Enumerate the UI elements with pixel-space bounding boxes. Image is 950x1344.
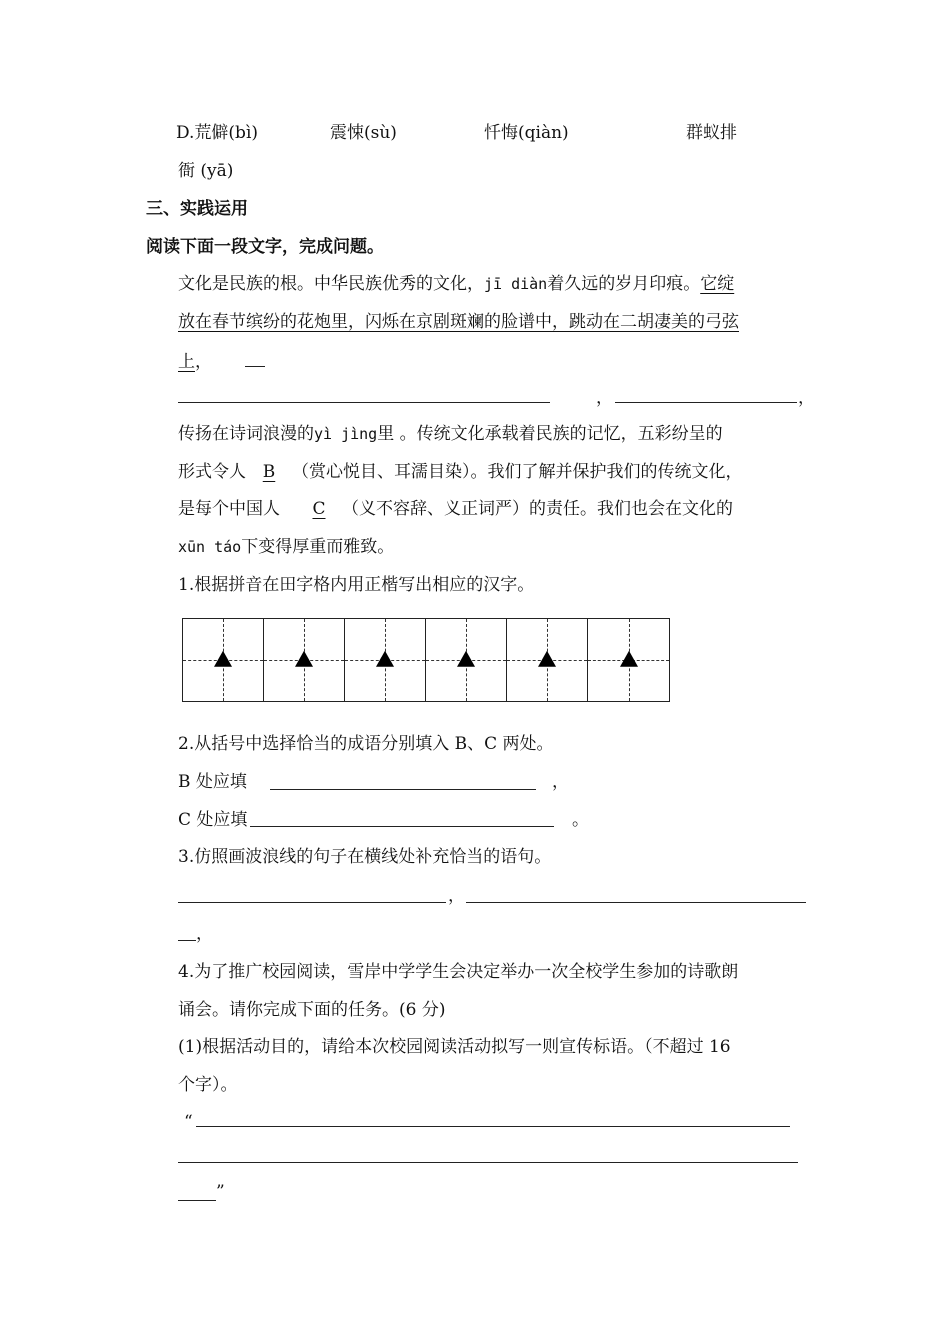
passage-line-5 [178,422,723,446]
comma: ， [798,388,815,408]
sub-question-1: (1)根据活动目的，请给本次校园阅读活动拟写一则宣传标语。（不超过 16 [178,1037,731,1057]
wavy-sentence: 上 [178,352,195,372]
passage-line-3 [178,348,265,374]
tianzige-cell[interactable] [345,619,426,701]
blank-c[interactable]: C [312,499,326,519]
passage-text: （赏心悦目、耳濡目染）。我们了解并保护我们的传统文化， [292,462,743,482]
passage-line-1 [178,272,734,296]
b-answer-line[interactable] [270,789,536,790]
open-quote: “ [184,1112,193,1132]
c-end: 。 [572,810,589,830]
passage-text: 下变得厚重而雅致。 [241,537,395,557]
option-d-word-2: 震悚(sù) [330,123,397,143]
c-answer-line[interactable] [250,826,554,827]
reading-instruction: 阅读下面一段文字，完成问题。 [146,237,384,257]
option-d-label: D.荒僻(bì) [176,123,259,143]
passage-line-2 [178,310,739,334]
sub-question-1-cont: 个字）。 [178,1075,238,1095]
question-1: 1.根据拼音在田字格内用正楷写出相应的汉字。 [178,575,535,595]
wavy-sentence: 放在春节缤纷的花炮里，闪烁在京剧斑斓的脸谱中，跳动在二胡凄美的弓弦 [178,312,739,332]
triangle-marker-icon [295,651,313,667]
triangle-marker-icon [538,651,556,667]
passage-line-7 [178,497,733,521]
close-quote: ” [216,1182,225,1202]
tianzige-grid [182,618,670,702]
tianzige-cell[interactable] [264,619,345,701]
q3-answer-line[interactable] [178,940,196,941]
triangle-marker-icon [376,651,394,667]
option-d-word-3: 忏悔(qiàn) [484,123,569,143]
question-4: 4.为了推广校园阅读，雪岸中学学生会决定举办一次全校学生参加的诗歌朗 [178,962,739,982]
tianzige-cell[interactable] [507,619,588,701]
b-label: B 处应填 [178,772,247,792]
b-end: ， [552,772,569,792]
passage-text: 传扬在诗词浪漫的 [178,424,314,444]
section-title: 三、实践运用 [146,199,248,219]
passage-text: （义不容辞、义正词严）的责任。我们也会在文化的 [342,499,733,519]
pinyin-yijing: yì jìng [314,425,378,443]
pinyin-xuntao: xūn táo [178,538,242,556]
option-d-word-4b: 衙 (yā) [178,161,234,181]
tianzige-cell[interactable] [588,619,669,701]
tianzige-cell[interactable] [426,619,507,701]
q3-end: ， [196,924,213,944]
q3-comma: ， [448,886,465,906]
slogan-answer-line[interactable] [178,1162,798,1163]
triangle-marker-icon [620,651,638,667]
passage-text: 里 。传统文化承载着民族的记忆，五彩纷呈的 [377,424,723,444]
answer-blank-line[interactable] [615,402,797,403]
wavy-sentence: 它绽 [700,274,735,294]
slogan-answer-line[interactable] [196,1126,790,1127]
passage-text: 文化是民族的根。中华民族优秀的文化， [178,274,484,294]
passage-text: 是每个中国人 [178,499,280,519]
answer-blank[interactable] [245,348,265,367]
passage-text: 形式令人 [178,462,246,482]
q3-answer-line[interactable] [466,902,806,903]
c-label: C 处应填 [178,810,248,830]
answer-blank-line[interactable] [178,402,550,403]
question-2: 2.从括号中选择恰当的成语分别填入 B、C 两处。 [178,734,554,754]
q3-answer-line[interactable] [178,902,446,903]
option-d-word-4a: 群蚁排 [686,123,737,143]
passage-line-6 [178,460,743,484]
passage-line-8 [178,535,394,559]
passage-text: 着久远的岁月印痕。 [547,274,701,294]
question-3: 3.仿照画波浪线的句子在横线处补充恰当的语句。 [178,847,552,867]
passage-text: ， [195,352,212,372]
question-4-cont: 诵会。请你完成下面的任务。(6 分) [178,1000,446,1020]
comma: ， [596,388,613,408]
pinyin-jidian: jī diàn [484,275,548,293]
triangle-marker-icon [457,651,475,667]
slogan-answer-line[interactable] [178,1200,216,1201]
blank-b[interactable]: B [262,462,276,482]
triangle-marker-icon [214,651,232,667]
tianzige-cell[interactable] [183,619,264,701]
